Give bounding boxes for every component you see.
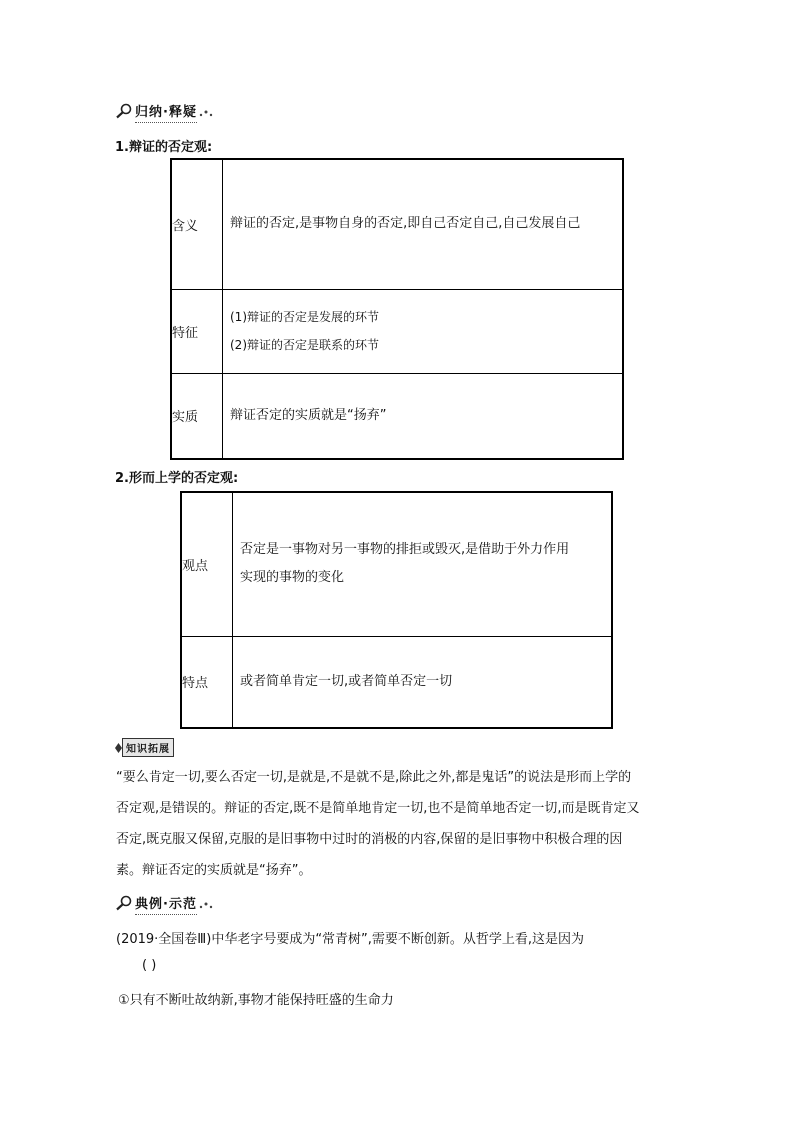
magnifier-icon xyxy=(115,103,133,119)
table-row xyxy=(181,492,612,636)
row-key: 特点 xyxy=(181,636,233,728)
table-row xyxy=(171,373,623,459)
row-value xyxy=(223,373,624,459)
row-value-line: (2)辩证的否定是联系的环节 xyxy=(230,338,379,352)
row-key: 特征 xyxy=(171,289,223,373)
row-value-line: 否定是一事物对另一事物的排拒或毁灭,是借助于外力作用 xyxy=(240,542,570,558)
heading-metaphysical-negation: 2.形而上学的否定观: xyxy=(115,471,239,486)
row-value xyxy=(233,492,613,636)
table-dialectical-negation xyxy=(170,158,624,460)
row-key: 观点 xyxy=(181,492,233,636)
section-tag-summary xyxy=(115,101,214,120)
table-row xyxy=(171,289,623,373)
dotted-tail-icon xyxy=(198,104,214,118)
row-key: 含义 xyxy=(171,159,223,289)
answer-blank: ( ) xyxy=(142,958,157,973)
heading-dialectical-negation: 1.辩证的否定观: xyxy=(115,140,213,155)
table-row xyxy=(171,159,623,289)
knowledge-paragraph: “要么肯定一切,要么否定一切,是就是,不是就不是,除此之外,都是鬼话”的说法是形而上学的否定观,是错误的。辩证的否定,既不是简单地肯定一切,也不是简单地否定一切,而是既肯定又否定,既克服又保留,克服的是旧事物中过时的消极的内容,保留的是旧事物中积极合理的因素。辩证否定的实质就是“扬弃”。 xyxy=(116,770,640,878)
row-value xyxy=(223,289,624,373)
row-value xyxy=(223,159,624,289)
knowledge-badge xyxy=(115,738,174,757)
row-value-line: 辩证的否定,是事物自身的否定,即自己否定自己,自己发展自己 xyxy=(230,216,581,232)
magnifier-icon xyxy=(115,895,133,911)
table-row xyxy=(181,636,612,728)
row-value xyxy=(233,636,613,728)
diamond-icon xyxy=(115,743,122,753)
dotted-tail-icon xyxy=(198,896,214,910)
row-value-line: (1)辩证的否定是发展的环节 xyxy=(230,310,379,324)
section-tag-label: 归纳·释疑 xyxy=(135,101,197,120)
table-metaphysical-negation xyxy=(180,491,613,729)
row-value-line: 实现的事物的变化 xyxy=(240,570,345,586)
row-key: 实质 xyxy=(171,373,223,459)
option-1: ①只有不断吐故纳新,事物才能保持旺盛的生命力 xyxy=(118,993,394,1008)
section-tag-label: 典例·示范 xyxy=(135,893,197,912)
knowledge-badge-label: 知识拓展 xyxy=(122,738,174,757)
row-value-line: 或者简单肯定一切,或者简单否定一切 xyxy=(240,673,453,689)
row-value-line: 辩证否定的实质就是“扬弃” xyxy=(230,407,387,423)
section-tag-example xyxy=(115,893,214,912)
question-stem: (2019·全国卷Ⅲ)中华老字号要成为“常青树”,需要不断创新。从哲学上看,这是因为 xyxy=(116,932,585,947)
